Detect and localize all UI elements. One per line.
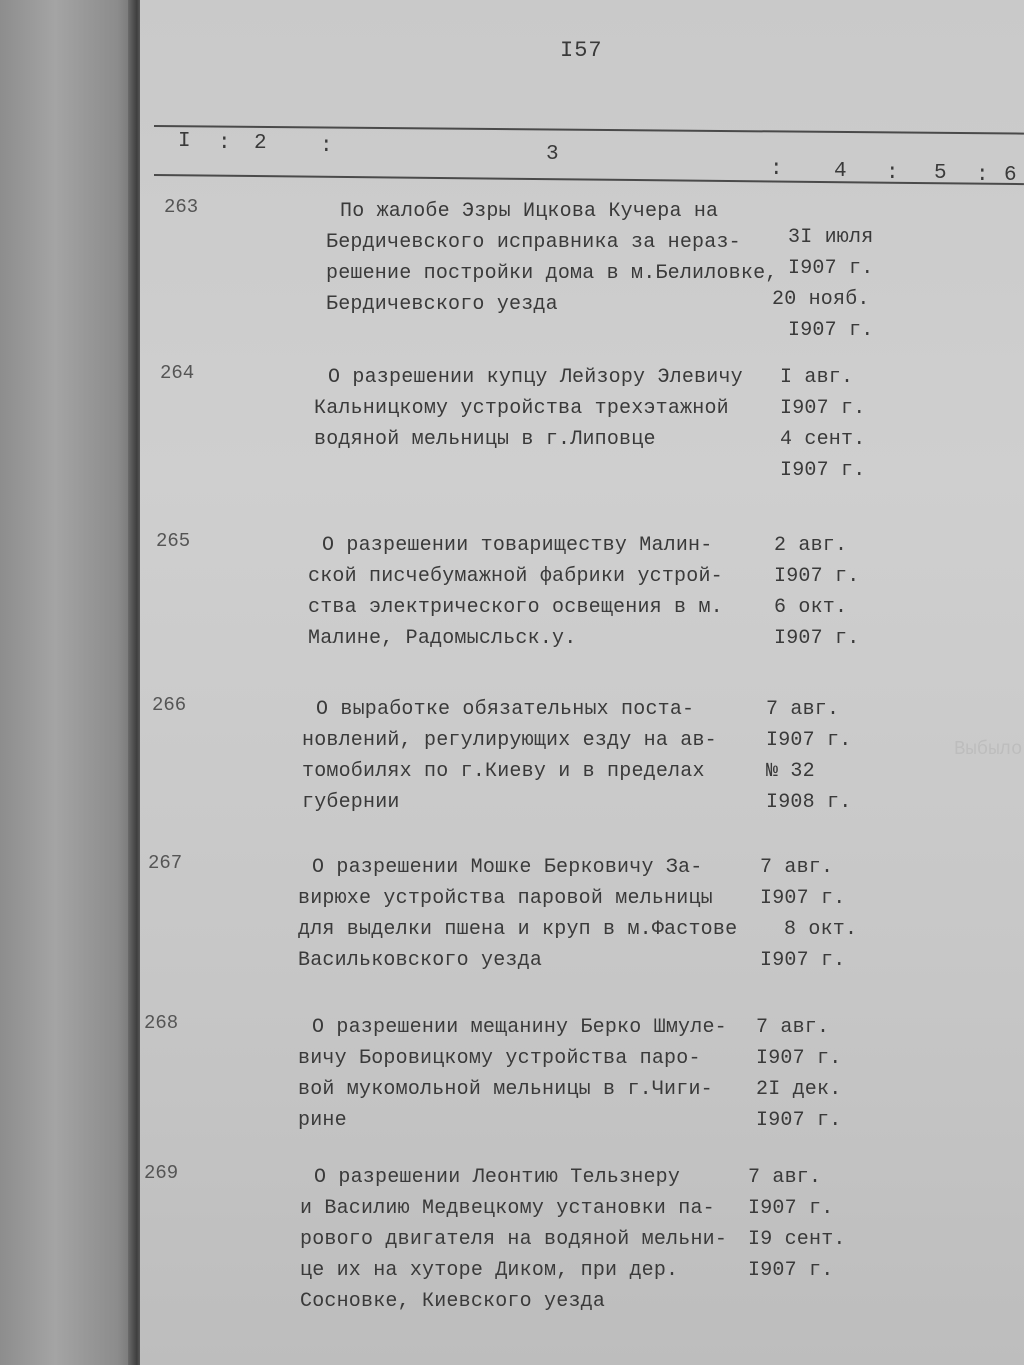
page-number: I57 <box>560 38 603 63</box>
left-page-margin <box>0 0 138 1365</box>
date-start: 2 авг. <box>774 534 848 557</box>
text-line: Сосновке, Киевского уезда <box>300 1290 606 1313</box>
text-line: О выработке обязательных поста- <box>316 698 695 721</box>
table-header-top-rule <box>154 125 1024 135</box>
column-header-1: I <box>178 130 191 153</box>
date-end-year: I907 г. <box>760 949 846 972</box>
text-line: О разрешении мещанину Берко Шмуле- <box>312 1016 727 1039</box>
entry-text <box>300 1162 727 1317</box>
text-line: Малине, Радомысльск.у. <box>308 627 577 650</box>
date-start-year: I907 г. <box>788 257 874 280</box>
entry-number: 265 <box>156 530 191 552</box>
text-line: новлений, регулирующих езду на ав- <box>302 729 717 752</box>
entry-number: 268 <box>144 1012 179 1034</box>
text-line: решение постройки дома в м.Белиловке, <box>326 262 778 285</box>
text-line: вичу Боровицкому устройства паро- <box>298 1047 701 1070</box>
column-header-5: 5 <box>934 162 947 185</box>
entry-number: 263 <box>164 196 199 218</box>
document-page <box>140 0 1024 1365</box>
text-line: ства электрического освещения в м. <box>308 596 723 619</box>
text-line: О разрешении Леонтию Тельзнеру <box>314 1166 681 1189</box>
text-line: и Василию Медвецкому установки па- <box>300 1197 715 1220</box>
text-line: О разрешении товариществу Малин- <box>322 534 713 557</box>
text-line: По жалобе Эзры Ицкова Кучера на <box>340 200 719 223</box>
date-end: I9 сент. <box>748 1228 846 1251</box>
date-end-year: I907 г. <box>780 459 866 482</box>
edge-text-outcome: Выбыло <box>954 738 1023 760</box>
text-line: Бердичевского уезда <box>326 293 558 316</box>
date-start-year: I907 г. <box>766 729 852 752</box>
text-line: О разрешении Мошке Берковичу За- <box>312 856 703 879</box>
date-end: 20 нояб. <box>772 288 870 311</box>
text-line: для выделки пшена и круп в м.Фастове <box>298 918 738 941</box>
entry-text <box>326 196 777 320</box>
text-line: Кальницкому устройства трехэтажной <box>314 397 729 420</box>
column-header-4: 4 <box>834 160 847 183</box>
text-line: вирюхе устройства паровой мельницы <box>298 887 713 910</box>
text-line: ской писчебумажной фабрики устрой- <box>308 565 723 588</box>
date-start-year: I907 г. <box>748 1197 834 1220</box>
date-start: 7 авг. <box>748 1166 822 1189</box>
date-start: 7 авг. <box>766 698 840 721</box>
date-start: 3I июля <box>788 226 874 249</box>
date-start-year: I907 г. <box>774 565 860 588</box>
date-end-year: I907 г. <box>788 319 874 342</box>
date-end-year: I907 г. <box>756 1109 842 1132</box>
text-line: рового двигателя на водяной мельни- <box>300 1228 728 1251</box>
column-separator: : <box>320 135 333 158</box>
entry-dates <box>756 1012 841 1136</box>
text-line: губернии <box>302 791 400 814</box>
text-line: О разрешении купцу Лейзору Элевичу <box>328 366 743 389</box>
entry-dates <box>774 530 859 654</box>
entry-number: 269 <box>144 1162 179 1184</box>
column-separator: : <box>886 162 899 185</box>
entry-number: 264 <box>160 362 195 384</box>
column-separator: : <box>976 164 989 187</box>
date-start: 7 авг. <box>760 856 834 879</box>
date-end-year: I907 г. <box>748 1259 834 1282</box>
entry-number: 266 <box>152 694 187 716</box>
date-start: I авг. <box>780 366 854 389</box>
text-line: Васильковского уезда <box>298 949 543 972</box>
date-end-year: I907 г. <box>774 627 860 650</box>
entry-dates <box>772 222 874 346</box>
column-separator: : <box>218 132 231 155</box>
text-line: вой мукомольной мельницы в г.Чиги- <box>298 1078 713 1101</box>
entry-dates <box>766 694 851 818</box>
text-line: це их на хуторе Диком, при дер. <box>300 1259 679 1282</box>
text-line: Бердичевского исправника за нераз- <box>326 231 741 254</box>
entry-dates <box>760 852 857 976</box>
date-end: 4 сент. <box>780 428 866 451</box>
date-start-year: I907 г. <box>756 1047 842 1070</box>
entry-text <box>298 1012 727 1136</box>
column-header-6: 6 <box>1004 164 1017 187</box>
entry-text <box>308 530 723 654</box>
entry-text <box>314 362 743 455</box>
entry-number: 267 <box>148 852 183 874</box>
entry-dates <box>780 362 865 486</box>
date-start: 7 авг. <box>756 1016 830 1039</box>
text-line: томобилях по г.Киеву и в пределах <box>302 760 705 783</box>
column-header-3: 3 <box>546 143 559 166</box>
entry-text <box>298 852 737 976</box>
column-header-2: 2 <box>254 132 267 155</box>
date-end: 6 окт. <box>774 596 848 619</box>
date-start-year: I907 г. <box>780 397 866 420</box>
entry-dates <box>748 1162 846 1286</box>
column-separator: : <box>770 158 783 181</box>
text-line: водяной мельницы в г.Липовце <box>314 428 656 451</box>
date-end: 2I дек. <box>756 1078 842 1101</box>
entry-text <box>302 694 717 818</box>
date-end-year: I908 г. <box>766 791 852 814</box>
date-end: № 32 <box>766 760 815 783</box>
date-start-year: I907 г. <box>760 887 846 910</box>
text-line: рине <box>298 1109 347 1132</box>
date-end: 8 окт. <box>784 918 858 941</box>
